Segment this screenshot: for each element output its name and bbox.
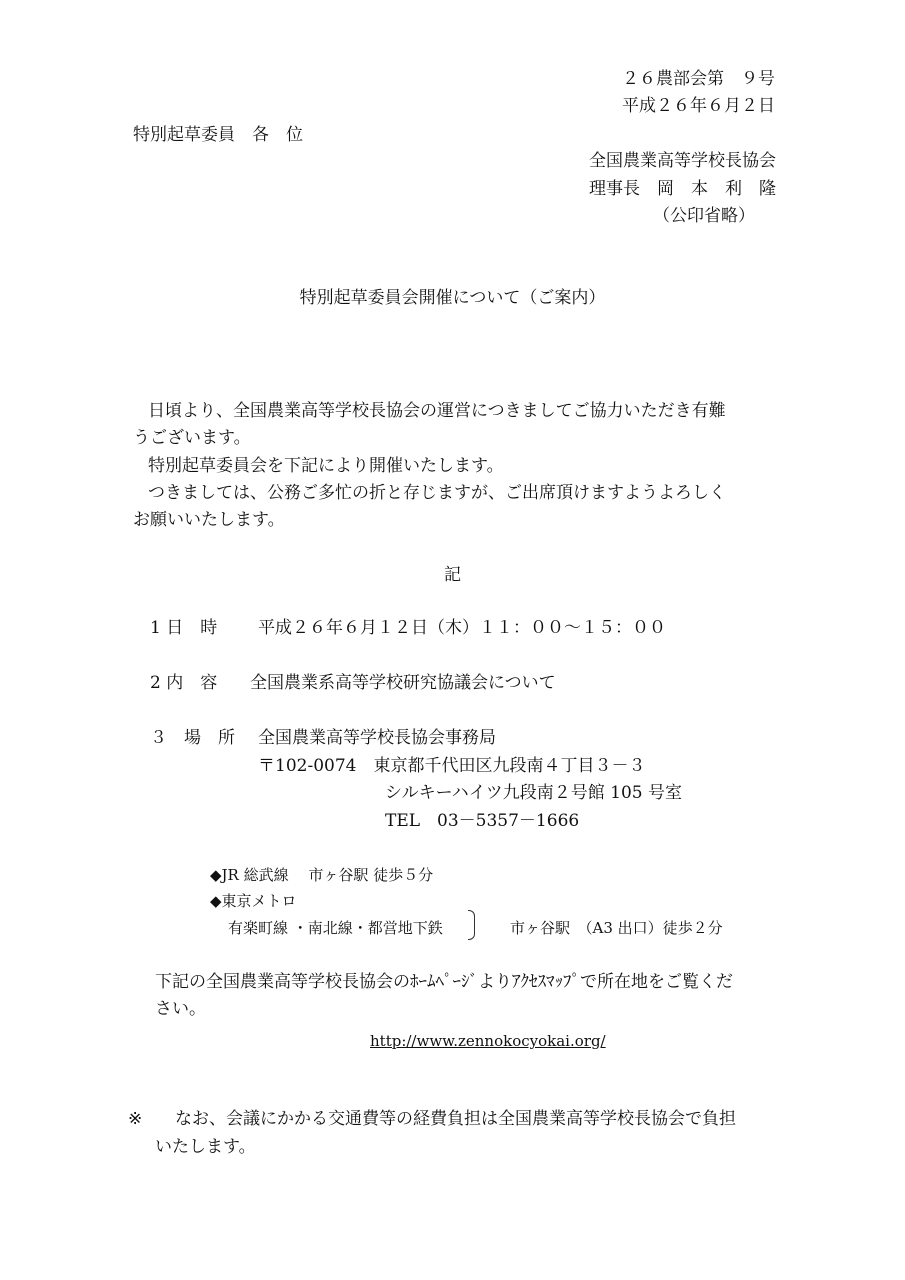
item-2-value: 全国農業系高等学校研究協議会について <box>250 673 556 693</box>
sender-org: 全国農業高等学校長協会 <box>589 151 776 171</box>
item-1-value: 平成２６年６月１２日（木）１１：００〜１５：００ <box>258 618 666 638</box>
note-mark: ※ <box>128 1109 143 1129</box>
homepage-link[interactable]: http://www.zennokocyokai.org/ <box>370 1032 606 1050</box>
item-3-value: 全国農業高等学校長協会事務局 <box>258 728 496 748</box>
brace-mark <box>468 910 475 940</box>
doc-number: ２６農部会第 ９号 <box>622 69 775 89</box>
access-metro-station: 市ヶ谷駅 （A3 出口）徒歩２分 <box>510 919 723 937</box>
item-2-label: 2 内 容 <box>150 673 218 693</box>
body-paragraph-1-cont: うございます。 <box>133 428 251 448</box>
addressee: 特別起草委員 各 位 <box>133 125 303 145</box>
building-address: シルキーハイツ九段南２号館 105 号室 <box>385 783 682 803</box>
postal-address: 〒102-0074 東京都千代田区九段南４丁目３－３ <box>258 756 646 776</box>
note-text: なお、会議にかかる交通費等の経費負担は全国農業高等学校長協会で負担 <box>175 1109 736 1129</box>
homepage-note-cont: さい。 <box>155 999 206 1019</box>
telephone: TEL 03－5357－1666 <box>385 811 580 831</box>
seal-note: （公印省略） <box>653 206 755 226</box>
item-1-label: 1 日 時 <box>150 618 218 638</box>
access-metro: ◆東京メトロ <box>210 892 297 910</box>
homepage-note: 下記の全国農業高等学校長協会のﾎｰﾑﾍﾟｰｼﾞよりｱｸｾｽﾏｯﾌﾟで所在地をご覧くだ <box>155 972 733 992</box>
body-paragraph-1: 日頃より、全国農業高等学校長協会の運営につきましてご協力いただき有難 <box>148 401 726 421</box>
body-paragraph-2: 特別起草委員会を下記により開催いたします。 <box>148 456 504 476</box>
ki-heading: 記 <box>444 565 461 585</box>
access-metro-lines: 有楽町線 ・南北線・都営地下鉄 <box>228 919 443 937</box>
item-3-label: ３ 場 所 <box>150 728 235 748</box>
letter-title: 特別起草委員会開催について（ご案内） <box>299 288 606 308</box>
body-paragraph-3-cont: お願いいたします。 <box>133 510 285 530</box>
note-text-cont: いたします。 <box>155 1137 256 1157</box>
access-jr: ◆JR 総武線 市ヶ谷駅 徒歩５分 <box>210 866 434 884</box>
body-paragraph-3: つきましては、公務ご多忙の折と存じますが、ご出席頂けますようよろしく <box>148 483 726 503</box>
doc-date: 平成２６年６月２日 <box>622 96 775 116</box>
sender-name: 理事長 岡 本 利 隆 <box>589 179 776 199</box>
